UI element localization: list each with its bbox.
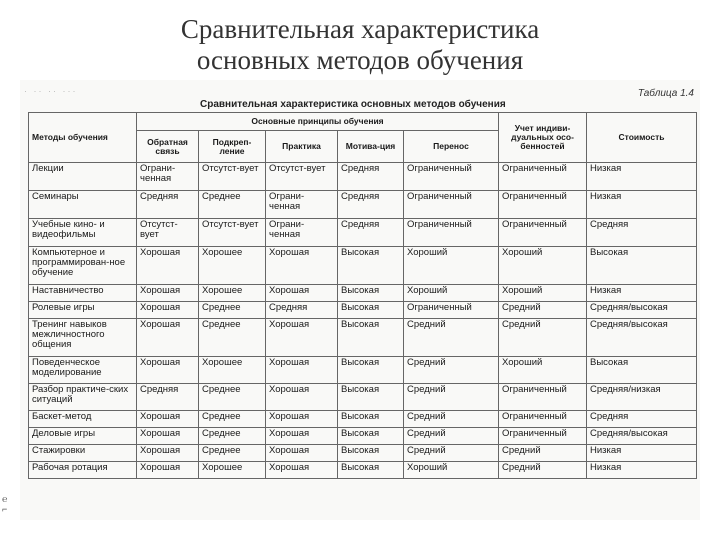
cell-motivation: Высокая — [338, 428, 404, 445]
cell-transfer: Ограниченный — [404, 191, 499, 219]
cell-reinforcement: Среднее — [199, 302, 266, 319]
cell-transfer: Средний — [404, 384, 499, 411]
cell-motivation: Высокая — [338, 285, 404, 302]
cell-transfer: Ограниченный — [404, 219, 499, 247]
cell-motivation: Средняя — [338, 219, 404, 247]
table-row — [29, 302, 697, 319]
side-edge-glyph: ℮ ⌐ — [2, 494, 8, 514]
cell-method: Семинары — [29, 191, 137, 219]
cell-reinforcement: Хорошее — [199, 357, 266, 384]
methods-comparison-table — [28, 112, 697, 479]
cell-cost: Высокая — [587, 247, 697, 285]
cell-individual: Ограниченный — [499, 163, 587, 191]
table-row — [29, 411, 697, 428]
cell-cost: Высокая — [587, 357, 697, 384]
cell-feedback: Хорошая — [137, 411, 199, 428]
cell-method: Разбор практиче-ских ситуаций — [29, 384, 137, 411]
cell-feedback: Средняя — [137, 384, 199, 411]
cell-reinforcement: Среднее — [199, 384, 266, 411]
cell-cost: Низкая — [587, 462, 697, 479]
cell-practice: Хорошая — [266, 411, 338, 428]
table-row — [29, 285, 697, 302]
cell-individual: Средний — [499, 445, 587, 462]
table-row — [29, 384, 697, 411]
cell-feedback: Хорошая — [137, 302, 199, 319]
cell-individual: Ограниченный — [499, 191, 587, 219]
cell-practice: Отсутст-вует — [266, 163, 338, 191]
table-row — [29, 319, 697, 357]
table-row — [29, 462, 697, 479]
cell-individual: Средний — [499, 302, 587, 319]
header-principles-group: Основные принципы обучения — [137, 113, 499, 131]
cell-feedback: Отсутст-вует — [137, 219, 199, 247]
cell-method: Поведенческое моделирование — [29, 357, 137, 384]
cell-reinforcement: Отсутст-вует — [199, 219, 266, 247]
slide-title-line-1: Сравнительная характеристика — [180, 14, 540, 44]
table-row — [29, 219, 697, 247]
cell-method: Компьютерное и программирован-ное обучение — [29, 247, 137, 285]
cell-method: Лекции — [29, 163, 137, 191]
header-transfer: Перенос — [404, 131, 499, 163]
cell-transfer: Хороший — [404, 285, 499, 302]
cell-motivation: Высокая — [338, 302, 404, 319]
cell-reinforcement: Хорошее — [199, 462, 266, 479]
cell-motivation: Высокая — [338, 462, 404, 479]
cell-feedback: Хорошая — [137, 285, 199, 302]
cell-individual: Ограниченный — [499, 219, 587, 247]
header-motivation: Мотива-ция — [338, 131, 404, 163]
cell-motivation: Высокая — [338, 357, 404, 384]
cell-cost: Средняя — [587, 219, 697, 247]
cell-feedback: Хорошая — [137, 319, 199, 357]
cell-method: Деловые игры — [29, 428, 137, 445]
scan-noise: · ·· ·· ··· — [24, 86, 78, 96]
header-individual: Учет индиви-дуальных осо-бенностей — [499, 113, 587, 163]
header-methods: Методы обучения — [29, 113, 137, 163]
cell-method: Баскет-метод — [29, 411, 137, 428]
cell-transfer: Ограниченный — [404, 163, 499, 191]
cell-transfer: Средний — [404, 428, 499, 445]
cell-motivation: Высокая — [338, 411, 404, 428]
cell-practice: Хорошая — [266, 445, 338, 462]
cell-method: Тренинг навыков межличностного общения — [29, 319, 137, 357]
cell-cost: Средняя/высокая — [587, 428, 697, 445]
cell-cost: Низкая — [587, 191, 697, 219]
cell-motivation: Высокая — [338, 384, 404, 411]
table-row — [29, 428, 697, 445]
cell-feedback: Хорошая — [137, 462, 199, 479]
cell-transfer: Хороший — [404, 247, 499, 285]
cell-motivation: Высокая — [338, 247, 404, 285]
cell-individual: Ограниченный — [499, 411, 587, 428]
cell-transfer: Средний — [404, 357, 499, 384]
cell-reinforcement: Хорошее — [199, 285, 266, 302]
cell-transfer: Средний — [404, 319, 499, 357]
cell-cost: Средняя/высокая — [587, 302, 697, 319]
cell-method: Наставничество — [29, 285, 137, 302]
cell-practice: Хорошая — [266, 357, 338, 384]
cell-transfer: Средний — [404, 445, 499, 462]
cell-motivation: Высокая — [338, 319, 404, 357]
cell-reinforcement: Среднее — [199, 191, 266, 219]
cell-individual: Хороший — [499, 247, 587, 285]
cell-method: Стажировки — [29, 445, 137, 462]
cell-feedback: Ограни-ченная — [137, 163, 199, 191]
cell-cost: Низкая — [587, 163, 697, 191]
cell-individual: Хороший — [499, 357, 587, 384]
header-reinforcement: Подкреп-ление — [199, 131, 266, 163]
cell-reinforcement: Среднее — [199, 445, 266, 462]
cell-practice: Хорошая — [266, 285, 338, 302]
cell-transfer: Ограниченный — [404, 302, 499, 319]
cell-cost: Низкая — [587, 285, 697, 302]
cell-individual: Средний — [499, 319, 587, 357]
header-practice: Практика — [266, 131, 338, 163]
table-caption: Сравнительная характеристика основных методов обучения — [200, 99, 506, 110]
cell-cost: Средняя — [587, 411, 697, 428]
table-row — [29, 191, 697, 219]
cell-practice: Хорошая — [266, 384, 338, 411]
cell-reinforcement: Среднее — [199, 428, 266, 445]
cell-motivation: Средняя — [338, 191, 404, 219]
cell-reinforcement: Хорошее — [199, 247, 266, 285]
cell-individual: Хороший — [499, 285, 587, 302]
table-body — [29, 163, 697, 479]
cell-cost: Средняя/низкая — [587, 384, 697, 411]
cell-practice: Хорошая — [266, 462, 338, 479]
cell-transfer: Средний — [404, 411, 499, 428]
cell-individual: Ограниченный — [499, 384, 587, 411]
table-number: Таблица 1.4 — [637, 88, 694, 99]
cell-method: Учебные кино- и видеофильмы — [29, 219, 137, 247]
table-row — [29, 247, 697, 285]
table-row — [29, 357, 697, 384]
cell-transfer: Хороший — [404, 462, 499, 479]
cell-cost: Низкая — [587, 445, 697, 462]
cell-feedback: Средняя — [137, 191, 199, 219]
slide-title — [0, 14, 720, 76]
slide-title-line-2: основных методов обучения — [196, 45, 524, 75]
cell-reinforcement: Отсутст-вует — [199, 163, 266, 191]
cell-feedback: Хорошая — [137, 357, 199, 384]
cell-cost: Средняя/высокая — [587, 319, 697, 357]
header-row-1 — [29, 113, 697, 131]
cell-feedback: Хорошая — [137, 247, 199, 285]
table-row — [29, 445, 697, 462]
header-cost: Стоимость — [587, 113, 697, 163]
cell-reinforcement: Среднее — [199, 411, 266, 428]
header-feedback: Обратная связь — [137, 131, 199, 163]
cell-method: Рабочая ротация — [29, 462, 137, 479]
cell-motivation: Средняя — [338, 163, 404, 191]
cell-method: Ролевые игры — [29, 302, 137, 319]
table-row — [29, 163, 697, 191]
cell-individual: Средний — [499, 462, 587, 479]
cell-practice: Хорошая — [266, 428, 338, 445]
cell-practice: Ограни-ченная — [266, 191, 338, 219]
cell-practice: Средняя — [266, 302, 338, 319]
cell-feedback: Хорошая — [137, 445, 199, 462]
cell-motivation: Высокая — [338, 445, 404, 462]
cell-reinforcement: Среднее — [199, 319, 266, 357]
cell-practice: Хорошая — [266, 247, 338, 285]
cell-practice: Хорошая — [266, 319, 338, 357]
cell-individual: Ограниченный — [499, 428, 587, 445]
cell-practice: Ограни-ченная — [266, 219, 338, 247]
cell-feedback: Хорошая — [137, 428, 199, 445]
